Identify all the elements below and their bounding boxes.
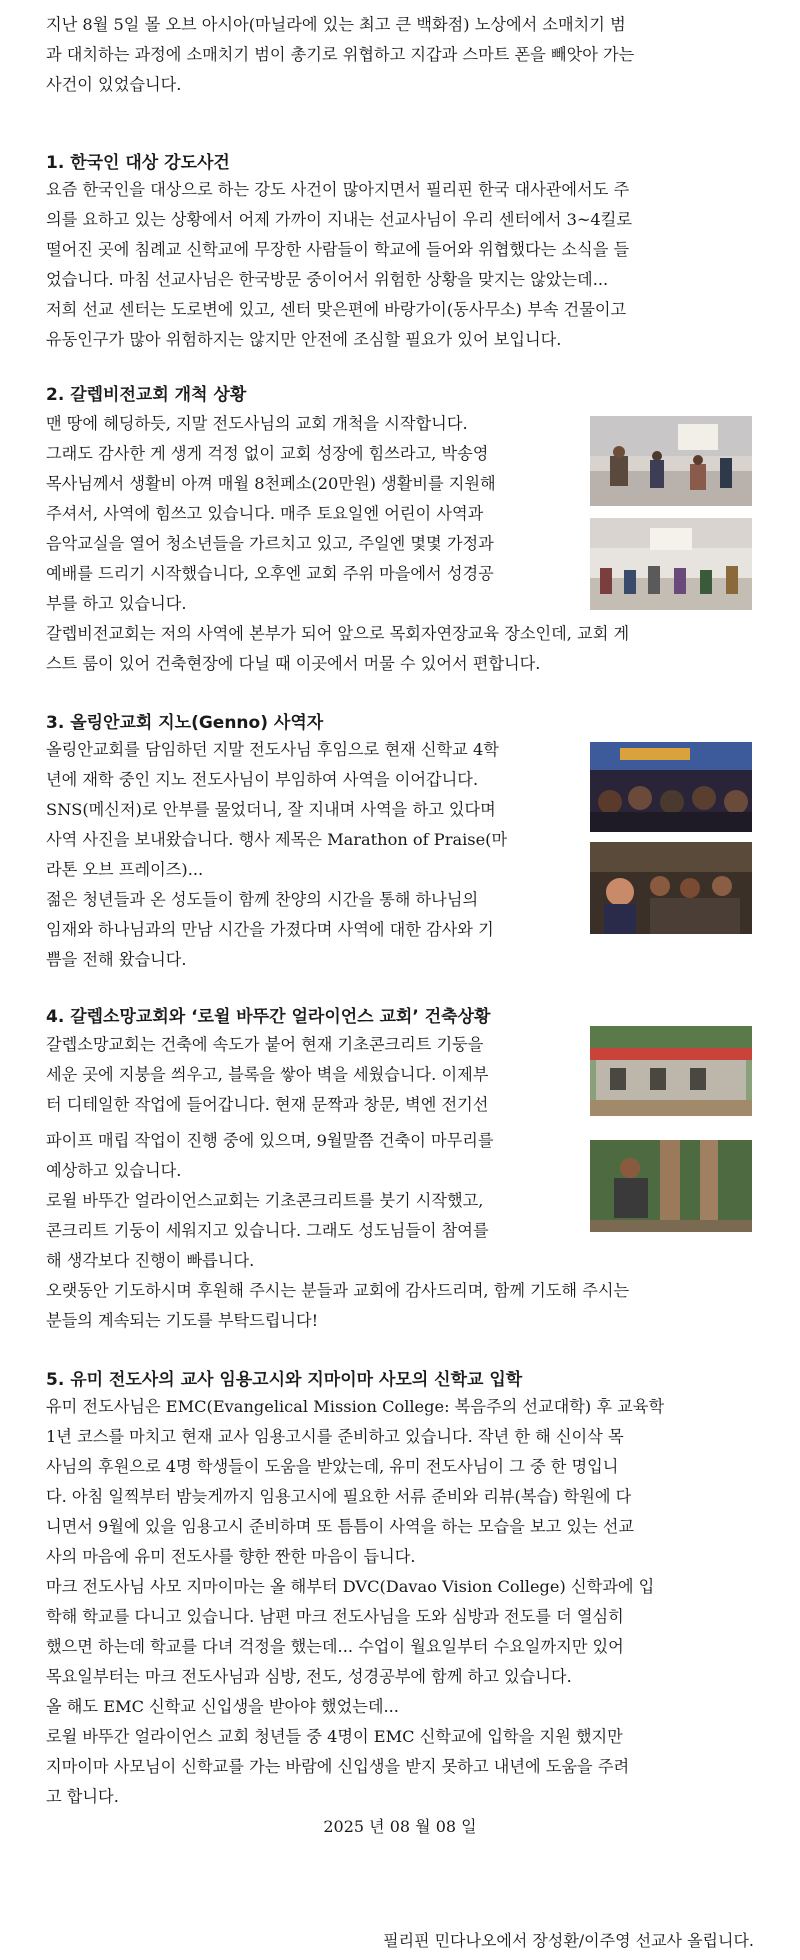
text-line: 마크 전도사님 사모 지마이마는 올 해부터 DVC(Davao Vision College) 신학과에 입	[46, 1577, 655, 1596]
text-line: 예배를 드리기 시작했습니다, 오후엔 교회 주위 마을에서 성경공	[46, 564, 494, 583]
text-line: 로윌 바뚜간 얼라이언스 교회 청년들 중 4명이 EMC 신학교에 입학을 지원 했지만	[46, 1727, 623, 1746]
text-line: 사님의 후원으로 4명 학생들이 도움을 받았는데, 유미 전도사님이 그 중 한 명입니	[46, 1457, 619, 1476]
text-line: 분들의 계속되는 기도를 부탁드립니다!	[46, 1311, 319, 1330]
construction-building-photo	[590, 1026, 752, 1116]
text-line: SNS(메신저)로 안부를 물었더니, 잘 지내며 사역을 하고 있다며	[46, 800, 496, 819]
section-5-title: 5. 유미 전도사의 교사 임용고시와 지마이마 사모의 신학교 입학	[46, 1370, 523, 1390]
text-line: 목요일부터는 마크 전도사님과 심방, 전도, 성경공부에 함께 하고 있습니다.	[46, 1667, 572, 1686]
text-line: 요즘 한국인을 대상으로 하는 강도 사건이 많아지면서 필리핀 한국 대사관에서도 주	[46, 180, 630, 199]
text-line: 예상하고 있습니다.	[46, 1161, 182, 1180]
text-line: 떨어진 곳에 침례교 신학교에 무장한 사람들이 학교에 들어와 위협했다는 소식을 들	[46, 240, 630, 259]
text-line: 학해 학교를 다니고 있습니다. 남편 마크 전도사님을 도와 심방과 전도를 더 열심히	[46, 1607, 624, 1626]
church-worship-photo	[590, 518, 752, 610]
section-1-body	[46, 175, 754, 355]
church-interior-photo	[590, 416, 752, 506]
section-2-title: 2. 갈렙비전교회 개척 상황	[46, 385, 247, 405]
text-line: 로윌 바뚜간 얼라이언스교회는 기초콘크리트를 붓기 시작했고,	[46, 1191, 484, 1210]
text-line: 지난 8월 5일 몰 오브 아시아(마닐라에 있는 최고 큰 백화점) 노상에서 소매치기 범	[46, 15, 626, 34]
text-line: 오랫동안 기도하시며 후원해 주시는 분들과 교회에 감사드리며, 함께 기도해 주시는	[46, 1281, 630, 1300]
text-line: 해 생각보다 진행이 빠릅니다.	[46, 1251, 255, 1270]
text-line: 목사님께서 생활비 아껴 매월 8천페소(20만원) 생활비를 지원해	[46, 474, 496, 493]
text-line: 고 합니다.	[46, 1787, 119, 1806]
section-1-title: 1. 한국인 대상 강도사건	[46, 153, 230, 173]
text-line: 갈렙비전교회는 저의 사역에 본부가 되어 앞으로 목회자연장교육 장소인데, 교회 게	[46, 624, 630, 643]
text-line: 부를 하고 있습니다.	[46, 594, 187, 613]
text-line: 올링안교회를 담임하던 지말 전도사님 후임으로 현재 신학교 4학	[46, 740, 499, 759]
section-2-body	[46, 619, 754, 679]
text-line: 젊은 청년들과 온 성도들이 함께 찬양의 시간을 통해 하나님의	[46, 890, 479, 909]
text-line: 의를 요하고 있는 상황에서 어제 가까이 지내는 선교사님이 우리 센터에서 3~4킬로	[46, 210, 633, 229]
text-line: 콘크리트 기둥이 세워지고 있습니다. 그래도 성도님들이 참여를	[46, 1221, 489, 1240]
text-line: 주셔서, 사역에 힘쓰고 있습니다. 매주 토요일엔 어린이 사역과	[46, 504, 484, 523]
text-line: 사건이 있었습니다.	[46, 75, 182, 94]
congregation-photo	[590, 842, 752, 934]
text-line: 터 디테일한 작업에 들어갑니다. 현재 문짝과 창문, 벽엔 전기선	[46, 1095, 489, 1114]
section-4-title: 4. 갈렙소망교회와 ‘로윌 바뚜간 얼라이언스 교회’ 건축상황	[46, 1007, 491, 1027]
text-line: 저희 선교 센터는 도로변에 있고, 센터 맞은편에 바랑가이(동사무소) 부속 건물이고	[46, 300, 627, 319]
section-4-body	[46, 1276, 754, 1336]
letter-date: 2025 년 08 월 08 일	[323, 1817, 477, 1836]
text-line: 사역 사진을 보내왔습니다. 행사 제목은 Marathon of Praise(마	[46, 830, 508, 849]
text-line: 쁨을 전해 왔습니다.	[46, 950, 187, 969]
text-line: 스트 룸이 있어 건축현장에 다닐 때 이곳에서 머물 수 있어서 편합니다.	[46, 654, 541, 673]
text-line: 년에 재학 중인 지노 전도사님이 부임하여 사역을 이어갑니다.	[46, 770, 479, 789]
worker-construction-photo	[590, 1140, 752, 1232]
text-line: 임재와 하나님과의 만남 시간을 가졌다며 사역에 대한 감사와 기	[46, 920, 494, 939]
text-line: 유미 전도사님은 EMC(Evangelical Mission College: 복음주의 선교대학) 후 교육학	[46, 1397, 665, 1416]
text-line: 었습니다. 마침 선교사님은 한국방문 중이어서 위험한 상황을 맞지는 않았는데...	[46, 270, 609, 289]
text-line: 사의 마음에 유미 전도사를 향한 짠한 마음이 듭니다.	[46, 1547, 416, 1566]
signature: 필리핀 민다나오에서 장성환/이주영 선교사 올립니다.	[383, 1931, 754, 1950]
text-line: 했으면 하는데 학교를 다녀 걱정을 했는데... 수업이 월요일부터 수요일까지만 있어	[46, 1637, 624, 1656]
section-5-body	[46, 1392, 754, 1812]
text-line: 1년 코스를 마치고 현재 교사 임용고시를 준비하고 있습니다. 작년 한 해 신이삭 목	[46, 1427, 624, 1446]
section-3-body	[46, 735, 586, 975]
intro-paragraph	[46, 10, 754, 100]
text-line: 맨 땅에 헤딩하듯, 지말 전도사님의 교회 개척을 시작합니다.	[46, 414, 468, 433]
text-line: 유동인구가 많아 위험하지는 않지만 안전에 조심할 필요가 있어 보입니다.	[46, 330, 562, 349]
text-line: 올 해도 EMC 신학교 신입생을 받아야 했었는데...	[46, 1697, 399, 1716]
section-4-body-a	[46, 1030, 586, 1120]
text-line: 세운 곳에 지붕을 씌우고, 블록을 쌓아 벽을 세웠습니다. 이제부	[46, 1065, 489, 1084]
text-line: 갈렙소망교회는 건축에 속도가 붙어 현재 기초콘크리트 기둥을	[46, 1035, 484, 1054]
text-line: 그래도 감사한 게 생게 걱정 없이 교회 성장에 힘쓰라고, 박송영	[46, 444, 489, 463]
text-line: 파이프 매립 작업이 진행 중에 있으며, 9월말쯤 건축이 마무리를	[46, 1131, 494, 1150]
text-line: 니면서 9월에 있을 임용고시 준비하며 또 틈틈이 사역을 하는 모습을 보고 있는 선교	[46, 1517, 635, 1536]
text-line: 과 대치하는 과정에 소매치기 범이 총기로 위협하고 지갑과 스마트 폰을 빼앗아 가는	[46, 45, 635, 64]
text-line: 다. 아침 일찍부터 밤늦게까지 임용고시에 필요한 서류 준비와 리뷰(복습) 학원에 다	[46, 1487, 632, 1506]
praise-event-photo	[590, 742, 752, 832]
text-line: 음악교실을 열어 청소년들을 가르치고 있고, 주일엔 몇몇 가정과	[46, 534, 494, 553]
section-3-title: 3. 올링안교회 지노(Genno) 사역자	[46, 713, 324, 733]
section-2-body-narrow	[46, 409, 586, 619]
text-line: 라톤 오브 프레이즈)...	[46, 860, 204, 879]
section-4-body-b	[46, 1126, 586, 1276]
text-line: 지마이마 사모님이 신학교를 가는 바람에 신입생을 받지 못하고 내년에 도움을 주려	[46, 1757, 630, 1776]
